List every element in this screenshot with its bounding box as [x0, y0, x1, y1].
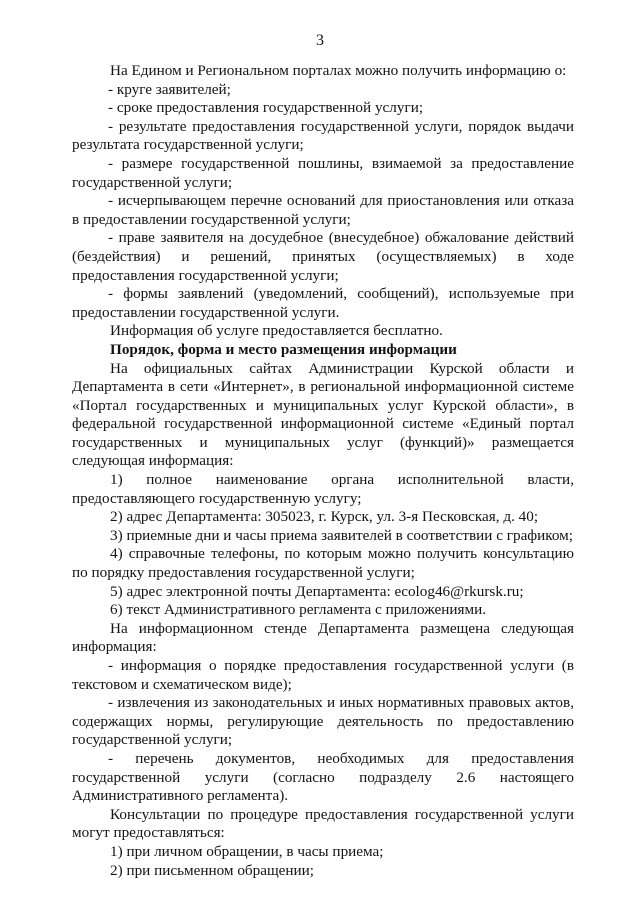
page-number: 3	[316, 32, 324, 49]
list-item-procedure-info: - информация о порядке предоставления государственной услуги (в текстовом и схематическом виде);	[72, 657, 574, 693]
list-item-forms: - формы заявлений (уведомлений, сообщений), используемые при предоставлении государственной услуги.	[72, 285, 574, 321]
paragraph-free-info: Информация об услуге предоставляется бесплатно.	[110, 322, 443, 340]
document-body	[72, 62, 574, 880]
paragraph-websites: На официальных сайтах Администрации Курской области и Департамента в сети «Интернет», в региональной информационной системе «Портал государственных и муниципальных услуг Курской области», в федеральной государственной информационной системе «Единый портал государственных и муниципальных услуг (функций)» размещается следующая информация:	[72, 359, 574, 470]
list-item-reception-days: 3) приемные дни и часы приема заявителей в соответствии с графиком;	[110, 526, 574, 544]
paragraph-info-stand: На информационном стенде Департамента размещена следующая информация:	[72, 619, 574, 656]
list-item-result: - результате предоставления государственной услуги, порядок выдачи результата государственной услуги;	[72, 117, 574, 154]
list-item-in-writing: 2) при письменном обращении;	[110, 861, 315, 879]
list-item-grounds: - исчерпывающем перечне оснований для приостановления или отказа в предоставлении государственной услуги;	[72, 192, 574, 228]
list-item-applicants: - круге заявителей;	[108, 80, 231, 98]
paragraph-consultations: Консультации по процедуре предоставления государственной услуги могут предоставляться:	[72, 805, 574, 842]
list-item-term: - сроке предоставления государственной услуги;	[108, 99, 424, 117]
paragraph-portals-intro: На Едином и Региональном порталах можно получить информацию о:	[110, 62, 567, 79]
list-item-address: 2) адрес Департамента: 305023, г. Курск, ул. 3-я Песковская, д. 40;	[110, 508, 539, 526]
list-item-fee: - размере государственной пошлины, взимаемой за предоставление государственной услуги;	[72, 154, 574, 191]
list-item-appeal-right: - праве заявителя на досудебное (внесудебное) обжалование действий (бездействия) и решений, принятых (осуществляемых) в ходе предоставления государственной услуги;	[72, 229, 574, 284]
list-item-documents: - перечень документов, необходимых для предоставления государственной услуги (согласно подразделу 2.6 настоящего Административного регламента).	[72, 749, 574, 805]
list-item-email: 5) адрес электронной почты Департамента: ecolog46@rkursk.ru;	[110, 582, 524, 600]
section-heading: Порядок, форма и место размещения информации	[110, 340, 457, 358]
list-item-legal-extracts: - извлечения из законодательных и иных нормативных правовых актов, содержащих нормы, регулирующие деятельность по предоставлению государственной услуги;	[72, 694, 574, 749]
list-item-phones: 4) справочные телефоны, по которым можно получить консультацию по порядку предоставления государственной услуги;	[72, 545, 574, 582]
list-item-in-person: 1) при личном обращении, в часы приема;	[110, 842, 384, 860]
list-item-full-name: 1) полное наименование органа исполнительной власти, предоставляющего государственную услугу;	[72, 471, 574, 507]
list-item-regulation-text: 6) текст Административного регламента с приложениями.	[110, 601, 487, 619]
